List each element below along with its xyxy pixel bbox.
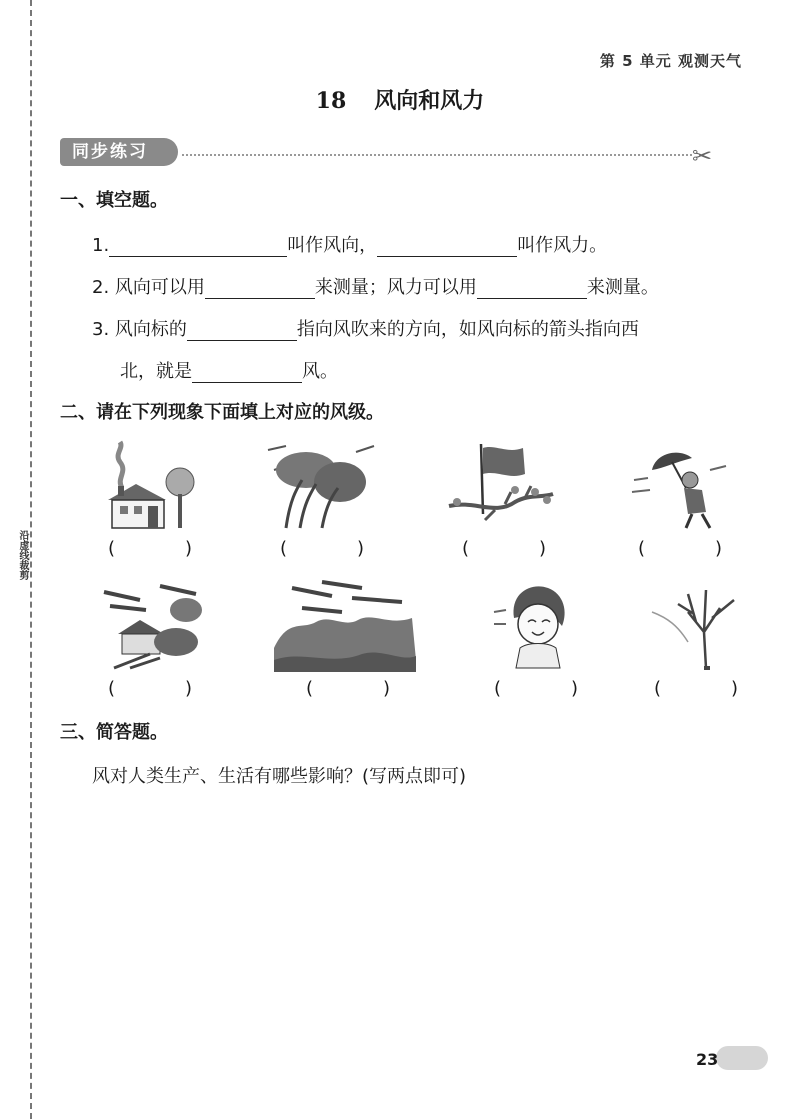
paren-right: ) — [538, 538, 546, 559]
cut-line — [30, 0, 32, 1119]
paren-right: ) — [714, 538, 722, 559]
short-answer-question: 风对人类生产、生活有哪些影响？(写两点即可) — [92, 766, 467, 787]
q2-blank-2[interactable] — [477, 278, 587, 299]
paren-right: ) — [730, 678, 738, 699]
q1-number: 1. — [92, 235, 110, 256]
paren-right: ) — [356, 538, 364, 559]
q2-text-1: 2. 风向可以用 — [92, 277, 205, 298]
scissors-icon: ✂ — [692, 142, 713, 170]
dotted-divider — [182, 154, 692, 156]
q2-text-3: 来测量。 — [586, 277, 659, 298]
answer-paren-2[interactable] — [280, 538, 364, 559]
answer-paren-6[interactable] — [306, 678, 390, 699]
question-3-line-2 — [120, 357, 338, 383]
q3-text-3: 北，就是 — [120, 361, 192, 382]
paren-left: ( — [462, 538, 470, 559]
q3-text-4: 风。 — [302, 361, 338, 382]
q1-blank-2[interactable] — [377, 236, 517, 257]
girl-breeze-picture — [492, 578, 582, 670]
answer-paren-3[interactable] — [462, 538, 546, 559]
answer-paren-7[interactable] — [494, 678, 578, 699]
answer-paren-1[interactable] — [108, 538, 192, 559]
lesson-title: 风向和风力 — [374, 89, 485, 114]
unit-header: 第 5 单元 观测天气 — [599, 52, 742, 70]
q1-blank-1[interactable] — [109, 236, 287, 257]
lesson-number: 18 — [315, 88, 347, 114]
section3-heading: 三、简答题。 — [60, 722, 168, 743]
paren-right: ) — [184, 538, 192, 559]
paren-left: ( — [108, 678, 116, 699]
house-destroyed-picture — [100, 580, 210, 670]
page-title — [0, 84, 800, 115]
paren-right: ) — [184, 678, 192, 699]
section1-heading: 一、填空题。 — [60, 190, 168, 211]
q3-text-2: 指向风吹来的方向，如风向标的箭头指向西 — [296, 319, 639, 340]
paren-right: ) — [570, 678, 578, 699]
paren-left: ( — [280, 538, 288, 559]
umbrella-person-picture — [630, 440, 730, 530]
q2-text-2: 来测量；风力可以用 — [314, 277, 477, 298]
paren-left: ( — [108, 538, 116, 559]
answer-paren-5[interactable] — [108, 678, 192, 699]
q3-blank-2[interactable] — [192, 362, 302, 383]
waves-storm-picture — [272, 578, 418, 674]
answer-paren-8[interactable] — [654, 678, 738, 699]
paren-left: ( — [306, 678, 314, 699]
q2-blank-1[interactable] — [205, 278, 315, 299]
section2-heading: 二、请在下列现象下面填上对应的风级。 — [60, 402, 384, 423]
cut-line-label: 沿虚线裁剪 — [17, 530, 28, 580]
trees-bending-picture — [266, 440, 376, 530]
bare-tree-wind-picture — [648, 582, 744, 670]
question-3-line-1 — [92, 315, 639, 341]
q1-text-2: 叫作风力。 — [517, 235, 608, 256]
paren-left: ( — [494, 678, 502, 699]
q1-text-1: 叫作风向， — [287, 235, 378, 256]
q3-blank-1[interactable] — [187, 320, 297, 341]
practice-tag: 同步练习 — [60, 138, 178, 166]
answer-paren-4[interactable] — [638, 538, 722, 559]
house-smoke-picture — [100, 440, 200, 530]
page-number-cloud — [716, 1046, 768, 1070]
q3-text-1: 3. 风向标的 — [92, 319, 187, 340]
paren-left: ( — [638, 538, 646, 559]
question-1 — [92, 231, 607, 257]
paren-left: ( — [654, 678, 662, 699]
flag-branch-picture — [445, 440, 555, 530]
page-number: 23 — [696, 1050, 719, 1069]
question-2 — [92, 273, 659, 299]
paren-right: ) — [382, 678, 390, 699]
